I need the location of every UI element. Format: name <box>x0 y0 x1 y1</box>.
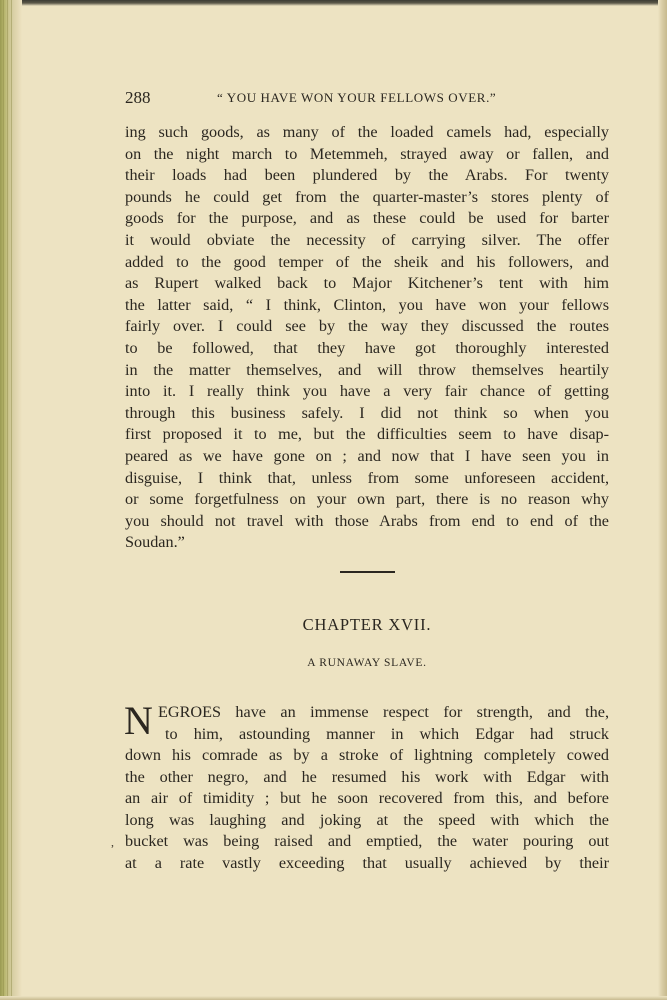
text-line: to him, astounding manner in which Edgar had struck <box>165 724 609 743</box>
text-line: ing such goods, as many of the loaded camels had, especially <box>125 123 609 141</box>
right-edge <box>658 0 667 1000</box>
text-line: on the night march to Metemmeh, strayed away or fallen, and <box>125 144 609 163</box>
gutter-line <box>3 0 4 1000</box>
text-line: EGROES have an immense respect for strength, and the, <box>158 703 609 721</box>
text-line: added to the good temper of the sheik and his followers, and <box>125 252 609 271</box>
text-line: disguise, I think that, unless from some unforeseen accident, <box>125 468 609 487</box>
text-line: their loads had been plundered by the Arabs. For twenty <box>125 166 609 185</box>
bottom-edge <box>0 996 667 1000</box>
text-line: an air of timidity ; but he soon recovered from this, and before <box>125 789 609 808</box>
text-line: to be followed, that they have got thoroughly interested <box>125 338 609 357</box>
text-line: pounds he could get from the quarter-master’s stores plenty of <box>125 187 609 206</box>
text-line: peared as we have gone on ; and now that I have seen you in <box>125 446 609 465</box>
text-line: the other negro, and he resumed his work with Edgar with <box>125 767 609 786</box>
gutter-line <box>7 0 8 1000</box>
paragraph-2-indented <box>158 702 609 745</box>
section-divider <box>340 571 395 573</box>
top-edge <box>22 0 667 6</box>
text-line: you should not travel with those Arabs from end to end of the <box>125 511 609 530</box>
text-line: the latter said, “ I think, Clinton, you have won your fellows <box>125 295 609 314</box>
text-line: fairly over. I could see by the way they discussed the routes <box>125 317 609 336</box>
drop-cap: N <box>124 698 153 743</box>
margin-mark: , <box>111 835 114 849</box>
paragraph-1 <box>125 122 609 554</box>
text-line: or some forgetfulness on your own part, there is no reason why <box>125 490 609 509</box>
running-head <box>125 88 609 110</box>
paragraph-2 <box>125 745 609 875</box>
chapter-subtitle: A RUNAWAY SLAVE. <box>307 657 427 669</box>
text-line: through this business safely. I did not think so when you <box>125 403 609 422</box>
text-line: long was laughing and joking at the speed with which the <box>125 810 609 829</box>
text-line: Soudan.” <box>125 533 185 552</box>
text-line: at a rate vastly exceeding that usually achieved by their <box>125 853 609 872</box>
text-line: bucket was being raised and emptied, the water pouring out <box>125 832 609 851</box>
book-gutter <box>0 0 22 1000</box>
gutter-line <box>11 0 12 1000</box>
text-line: into it. I really think you have a very fair chance of getting <box>125 382 609 401</box>
text-line: it would obviate the necessity of carrying silver. The offer <box>125 230 609 249</box>
text-line: down his comrade as by a stroke of lightning completely cowed <box>125 746 609 764</box>
page-number: 288 <box>125 88 151 107</box>
text-line: first proposed it to me, but the difficulties seem to have disap- <box>125 425 609 444</box>
chapter-heading: CHAPTER XVII. <box>302 615 432 634</box>
text-line: in the matter themselves, and will throw themselves heartily <box>125 360 609 379</box>
text-line: as Rupert walked back to Major Kitchener’s tent with him <box>125 274 609 293</box>
running-title: “ YOU HAVE WON YOUR FELLOWS OVER.” <box>217 90 497 105</box>
text-line: goods for the purpose, and as these could be used for barter <box>125 209 609 228</box>
